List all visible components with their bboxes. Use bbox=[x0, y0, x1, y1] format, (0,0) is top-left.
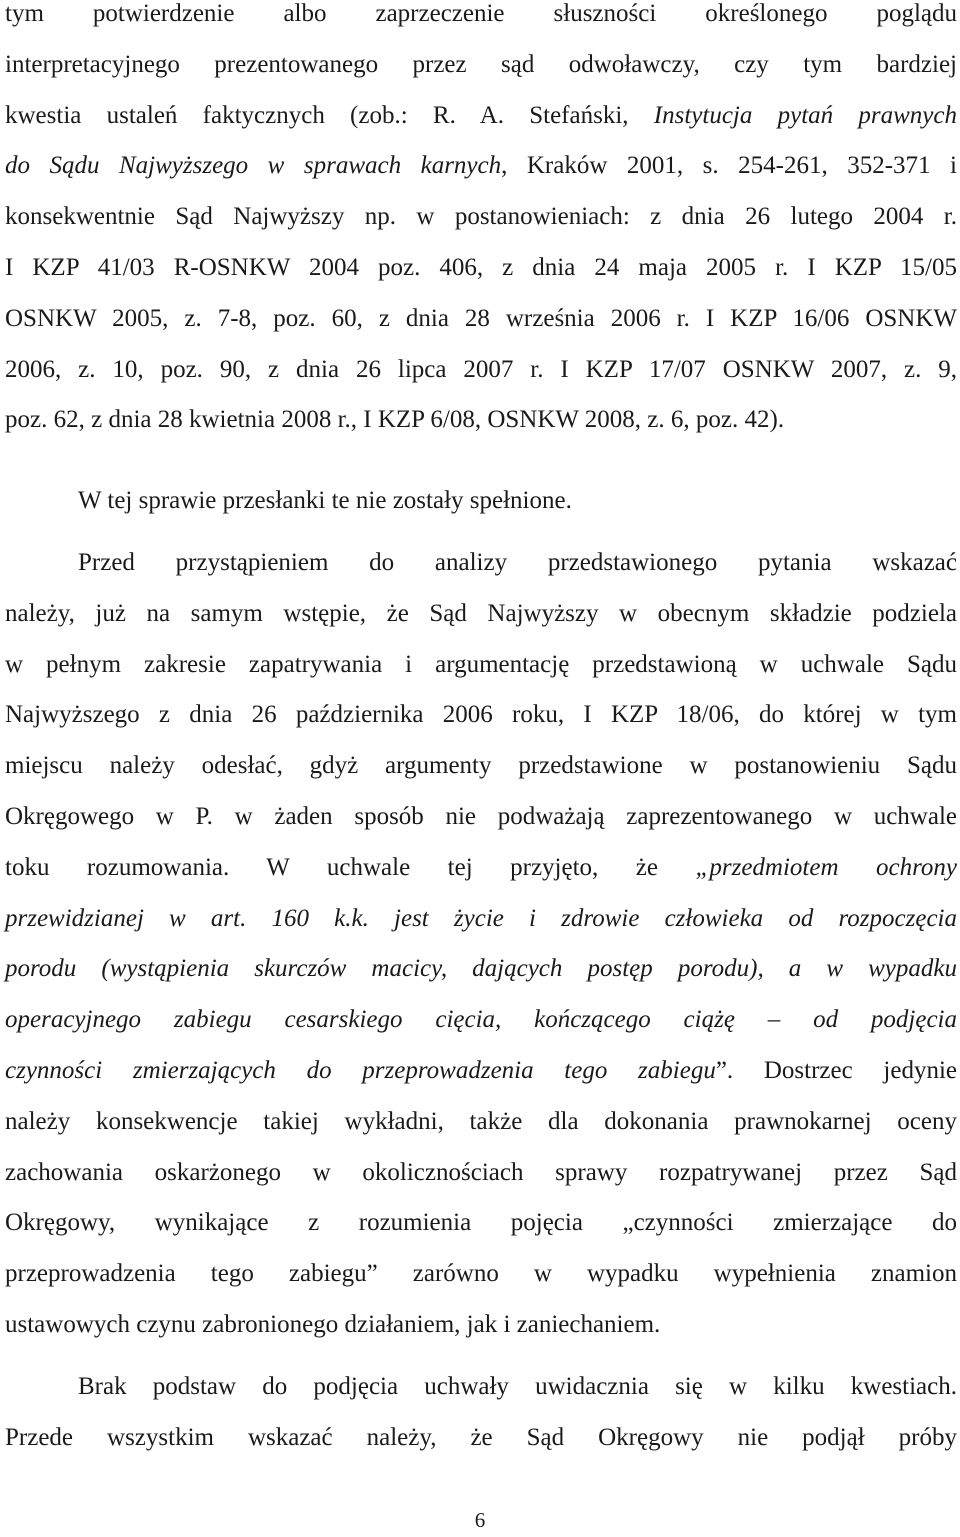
italic-quote: „przedmiotem ochrony bbox=[695, 853, 957, 881]
text-line: zachowania oskarżonego w okolicznościach sprawy rozpatrywanej przez Sąd bbox=[5, 1158, 957, 1186]
text-line: przeprowadzenia tego zabiegu” zarówno w wypadku wypełnienia znamion bbox=[5, 1260, 957, 1288]
text-line bbox=[5, 1046, 957, 1097]
text-line: I KZP 41/03 R-OSNKW 2004 poz. 406, z dnia 24 maja 2005 r. I KZP 15/05 bbox=[5, 253, 957, 281]
text-line: Okręgowy, wynikające z rozumienia pojęcia „czynności zmierzające do bbox=[5, 1209, 957, 1237]
text-line: OSNKW 2005, z. 7-8, poz. 60, z dnia 28 września 2006 r. I KZP 16/06 OSNKW bbox=[5, 304, 957, 332]
text-run: toku rozumowania. W uchwale tej przyjęto, że bbox=[5, 853, 696, 881]
text-line: Brak podstaw do podjęcia uchwały uwidacznia się w kilku kwestiach. bbox=[78, 1373, 957, 1400]
text-line bbox=[5, 141, 957, 192]
text-line bbox=[5, 843, 957, 894]
paragraph-conclusion bbox=[5, 476, 957, 527]
text-run: kwestia ustaleń faktycznych (zob.: R. A. Stefański, bbox=[5, 101, 654, 129]
text-line-italic: porodu (wystąpienia skurczów macicy, dających postęp porodu), a w wypadku bbox=[5, 955, 957, 983]
text-run: , Kraków 2001, s. 254-261, 352-371 i bbox=[501, 152, 957, 180]
text-line bbox=[5, 91, 957, 142]
text-line: miejscu należy odesłać, gdyż argumenty przedstawione w postanowieniu Sądu bbox=[5, 752, 957, 780]
text-line: Najwyższego z dnia 26 października 2006 roku, I KZP 18/06, do której w tym bbox=[5, 701, 957, 729]
text-line: tym potwierdzenie albo zaprzeczenie słuszności określonego poglądu bbox=[5, 0, 957, 27]
italic-book-title: Instytucja pytań prawnych bbox=[653, 101, 957, 129]
italic-book-title: do Sądu Najwyższego w sprawach karnych bbox=[5, 152, 502, 180]
paragraph-analysis bbox=[5, 538, 957, 1351]
page-number: 6 bbox=[474, 1508, 486, 1532]
text-line: Przed przystąpieniem do analizy przedstawionego pytania wskazać bbox=[78, 549, 957, 576]
text-line: Przede wszystkim wskazać należy, że Sąd Okręgowy nie podjął próby bbox=[5, 1423, 957, 1451]
text-line: w pełnym zakresie zapatrywania i argumentację przedstawioną w uchwale Sądu bbox=[5, 650, 957, 678]
text-run: ”. Dostrzec jedynie bbox=[715, 1056, 957, 1084]
text-line: poz. 62, z dnia 28 kwietnia 2008 r., I KZP 6/08, OSNKW 2008, z. 6, poz. 42). bbox=[5, 406, 785, 434]
text-line: Okręgowego w P. w żaden sposób nie podważają zaprezentowanego w uchwale bbox=[5, 802, 957, 830]
paragraph-citations bbox=[5, 0, 957, 446]
text-line: 2006, z. 10, poz. 90, z dnia 26 lipca 2007 r. I KZP 17/07 OSNKW 2007, z. 9, bbox=[5, 355, 957, 383]
text-line: W tej sprawie przesłanki te nie zostały spełnione. bbox=[78, 487, 572, 514]
italic-quote: czynności zmierzających do przeprowadzenia tego zabiegu bbox=[5, 1056, 716, 1084]
text-line: należy, już na samym wstępie, że Sąd Najwyższy w obecnym składzie podziela bbox=[5, 599, 957, 627]
text-line-italic: przewidzianej w art. 160 k.k. jest życie i zdrowie człowieka od rozpoczęcia bbox=[5, 904, 957, 932]
paragraph-grounds bbox=[5, 1362, 957, 1464]
text-line: interpretacyjnego prezentowanego przez sąd odwoławczy, czy tym bardziej bbox=[5, 50, 957, 78]
text-line-italic: operacyjnego zabiegu cesarskiego cięcia, kończącego ciążę – od podjęcia bbox=[5, 1006, 957, 1034]
text-line: ustawowych czynu zabronionego działaniem, jak i zaniechaniem. bbox=[5, 1310, 661, 1338]
text-line: konsekwentnie Sąd Najwyższy np. w postanowieniach: z dnia 26 lutego 2004 r. bbox=[5, 203, 957, 231]
text-line: należy konsekwencje takiej wykładni, także dla dokonania prawnokarnej oceny bbox=[5, 1107, 957, 1135]
